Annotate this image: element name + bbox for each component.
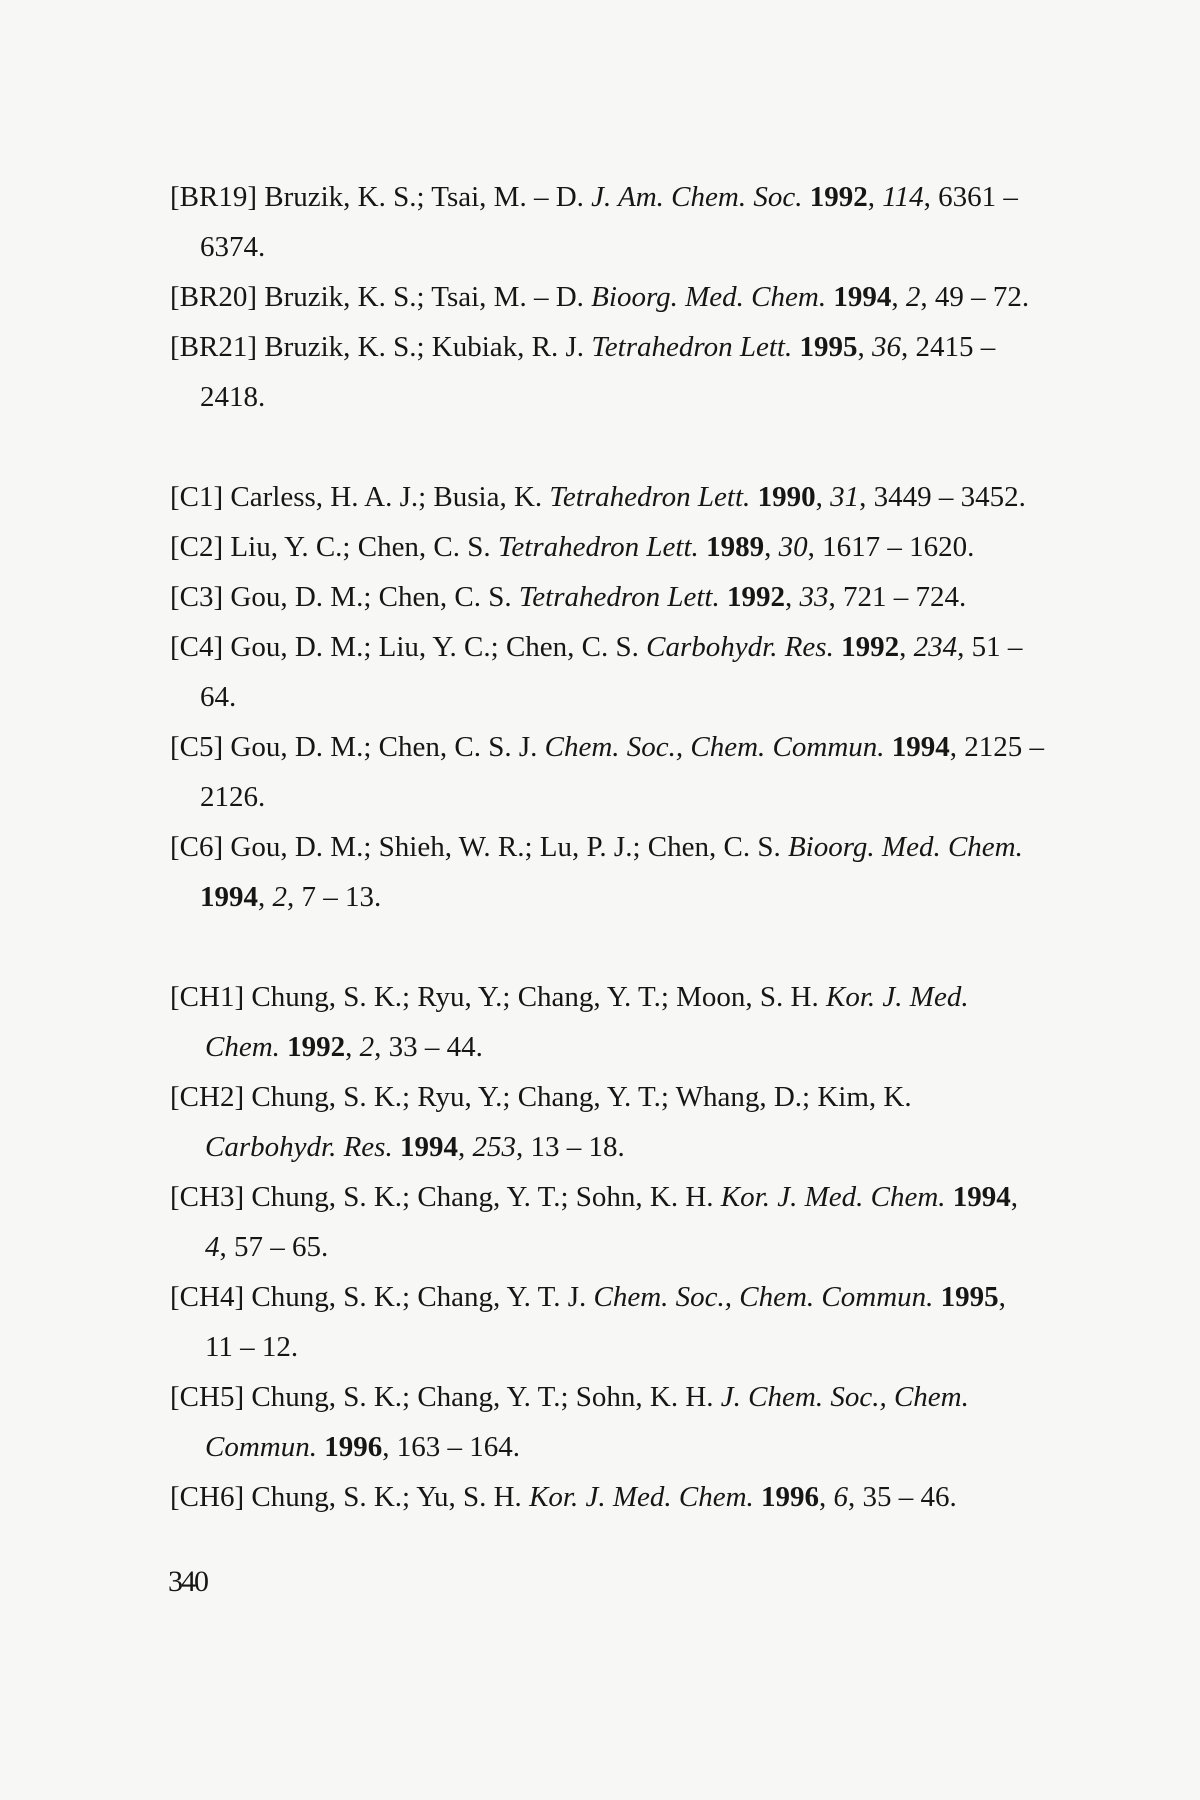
reference-pages: 163 – 164. [396,1431,520,1463]
reference-pages: 49 – 72. [934,281,1030,313]
reference-pages: 1617 – 1620. [822,531,975,563]
reference-authors: Bruzik, K. S.; Kubiak, R. J. [264,331,585,363]
reference-journal-continued: Chem. [205,1031,280,1063]
reference-year: 1992 [809,181,868,213]
reference-label: [C5] [170,731,224,763]
reference-journal: Kor. J. Med. Chem. [720,1181,946,1213]
reference-authors: Chung, S. K.; Chang, Y. T.; Sohn, K. H. [251,1381,714,1413]
reference-pages: 7 – 13. [301,881,382,913]
reference-year: 1996 [324,1431,383,1463]
reference-ch2 [170,1072,1050,1172]
reference-authors: Gou, D. M.; Shieh, W. R.; Lu, P. J.; Chen, C. S. [230,831,781,863]
reference-authors: Gou, D. M.; Chen, C. S. [230,581,512,613]
reference-journal: Tetrahedron Lett. [591,331,793,363]
page-number: 340 [168,1565,207,1598]
reference-volume: 2 [272,881,287,913]
reference-journal: Tetrahedron Lett. [518,581,720,613]
reference-pages-continued: 6374. [200,231,266,263]
reference-volume: 6 [833,1481,849,1513]
reference-label: [CH5] [170,1381,245,1413]
reference-group-ch [170,972,1050,1522]
reference-continued: 1994, 2, 7 – 13. [200,881,382,913]
reference-pages: 6361 – [938,181,1018,213]
reference-group-c [170,472,1050,922]
reference-ch1 [170,972,1050,1072]
reference-continued: Commun. 1996, 163 – 164. [205,1431,520,1463]
reference-br19: [BR19] Bruzik, K. S.; Tsai, M. – D. J. Am. Chem. Soc. 1992, 114, 6361 – 6374. [170,172,1050,272]
reference-year: 1994 [200,881,258,913]
reference-pages-continued: 64. [200,681,237,713]
reference-ch5 [170,1372,1050,1472]
reference-volume: 2 [905,281,921,313]
reference-journal: Tetrahedron Lett. [549,481,751,513]
reference-pages: 721 – 724. [842,581,967,613]
reference-year: 1994 [399,1131,458,1163]
reference-pages: 2415 – [915,331,996,363]
reference-pages: 35 – 46. [862,1481,957,1513]
reference-label: [C3] [170,581,224,613]
reference-authors: Bruzik, K. S.; Tsai, M. – D. [264,281,584,313]
reference-label: [BR21] [170,331,257,363]
reference-authors: Chung, S. K.; Chang, Y. T.; Sohn, K. H. [251,1181,714,1213]
reference-journal: Kor. J. Med. Chem. [529,1481,754,1513]
reference-journal: Chem. Soc., Chem. Commun. [544,731,885,763]
reference-label: [C2] [170,531,224,563]
reference-pages: 57 – 65. [234,1231,329,1263]
reference-pages: 13 – 18. [530,1131,625,1163]
reference-label: [BR20] [170,281,257,313]
reference-journal: Bioorg. Med. Chem. [787,831,1023,863]
reference-authors: Liu, Y. C.; Chen, C. S. [230,531,491,563]
reference-ch4: [CH4] Chung, S. K.; Chang, Y. T. J. Chem. Soc., Chem. Commun. 1995, 11 – 12. [170,1272,1050,1372]
reference-pages-continued: 2126. [200,781,266,813]
reference-volume: 234 [913,631,958,663]
reference-year: 1990 [757,481,816,513]
reference-year: 1992 [841,631,900,663]
reference-year: 1994 [952,1181,1011,1213]
reference-label: [C1] [170,481,224,513]
reference-journal: Carbohydr. Res. [646,631,834,663]
reference-pages: 11 – 12. [205,1331,299,1363]
reference-year: 1995 [799,331,858,363]
reference-continued: Carbohydr. Res. 1994, 253, 13 – 18. [205,1131,625,1163]
reference-pages-continued: 2418. [200,381,266,413]
reference-c4: [C4] Gou, D. M.; Liu, Y. C.; Chen, C. S. Carbohydr. Res. 1992, 234, 51 – 64. [170,622,1050,722]
reference-label: [CH6] [170,1481,245,1513]
reference-authors: Carless, H. A. J.; Busia, K. [230,481,543,513]
reference-volume: 30 [778,531,808,563]
reference-year: 1992 [726,581,785,613]
reference-year: 1995 [940,1281,999,1313]
reference-label: [CH2] [170,1081,245,1113]
reference-br20: [BR20] Bruzik, K. S.; Tsai, M. – D. Bioorg. Med. Chem. 1994, 2, 49 – 72. [170,281,1030,313]
reference-c1: [C1] Carless, H. A. J.; Busia, K. Tetrahedron Lett. 1990, 31, 3449 – 3452. [170,481,1026,513]
reference-volume: 31 [830,481,860,513]
reference-journal: Tetrahedron Lett. [497,531,699,563]
reference-volume: 4 [205,1231,220,1263]
reference-authors: Gou, D. M.; Liu, Y. C.; Chen, C. S. [230,631,639,663]
reference-authors: Chung, S. K.; Yu, S. H. [251,1481,522,1513]
reference-journal: Bioorg. Med. Chem. [591,281,827,313]
reference-pages: 51 – [971,631,1023,663]
reference-br21: [BR21] Bruzik, K. S.; Kubiak, R. J. Tetrahedron Lett. 1995, 36, 2415 – 2418. [170,322,1050,422]
reference-c2: [C2] Liu, Y. C.; Chen, C. S. Tetrahedron Lett. 1989, 30, 1617 – 1620. [170,531,975,563]
reference-volume: 33 [799,581,829,613]
reference-c3: [C3] Gou, D. M.; Chen, C. S. Tetrahedron Lett. 1992, 33, 721 – 724. [170,581,967,613]
reference-volume: 114 [882,181,924,213]
reference-label: [C6] [170,831,224,863]
reference-pages: 3449 – 3452. [873,481,1026,513]
reference-authors: Chung, S. K.; Ryu, Y.; Chang, Y. T.; Moon, S. H. [251,981,819,1013]
reference-authors: Chung, S. K.; Ryu, Y.; Chang, Y. T.; Whang, D.; Kim, K. [251,1081,912,1113]
reference-year: 1992 [287,1031,346,1063]
reference-pages: 33 – 44. [388,1031,483,1063]
reference-year: 1994 [891,731,950,763]
reference-year: 1989 [706,531,765,563]
reference-journal: Kor. J. Med. [826,981,969,1013]
reference-volume: 36 [871,331,901,363]
reference-label: [BR19] [170,181,257,213]
reference-c6 [170,822,1050,922]
reference-ch3: [CH3] Chung, S. K.; Chang, Y. T.; Sohn, K. H. Kor. J. Med. Chem. 1994, 4, 57 – 65. [170,1172,1050,1272]
reference-journal: Chem. Soc., Chem. Commun. [593,1281,934,1313]
reference-journal: J. Chem. Soc., Chem. [720,1381,969,1413]
reference-journal: Carbohydr. Res. [205,1131,393,1163]
reference-volume: 2 [359,1031,375,1063]
reference-volume: 253 [472,1131,516,1163]
reference-label: [C4] [170,631,224,663]
reference-journal: J. Am. Chem. Soc. [591,181,803,213]
reference-year: 1994 [833,281,892,313]
reference-continued: Chem. 1992, 2, 33 – 44. [205,1031,483,1063]
reference-list [170,172,1050,1572]
reference-pages: 2125 – [964,731,1045,763]
reference-label: [CH3] [170,1181,245,1213]
reference-group-br [170,172,1050,422]
reference-continued: 4, 57 – 65. [205,1231,329,1263]
reference-label: [CH1] [170,981,245,1013]
reference-label: [CH4] [170,1281,245,1313]
reference-year: 1996 [761,1481,820,1513]
reference-c5: [C5] Gou, D. M.; Chen, C. S. J. Chem. Soc., Chem. Commun. 1994, 2125 – 2126. [170,722,1050,822]
reference-authors: Chung, S. K.; Chang, Y. T. J. [251,1281,587,1313]
reference-journal-continued: Commun. [205,1431,317,1463]
reference-authors: Bruzik, K. S.; Tsai, M. – D. [264,181,584,213]
reference-authors: Gou, D. M.; Chen, C. S. J. [230,731,538,763]
reference-ch6: [CH6] Chung, S. K.; Yu, S. H. Kor. J. Med. Chem. 1996, 6, 35 – 46. [170,1481,957,1513]
